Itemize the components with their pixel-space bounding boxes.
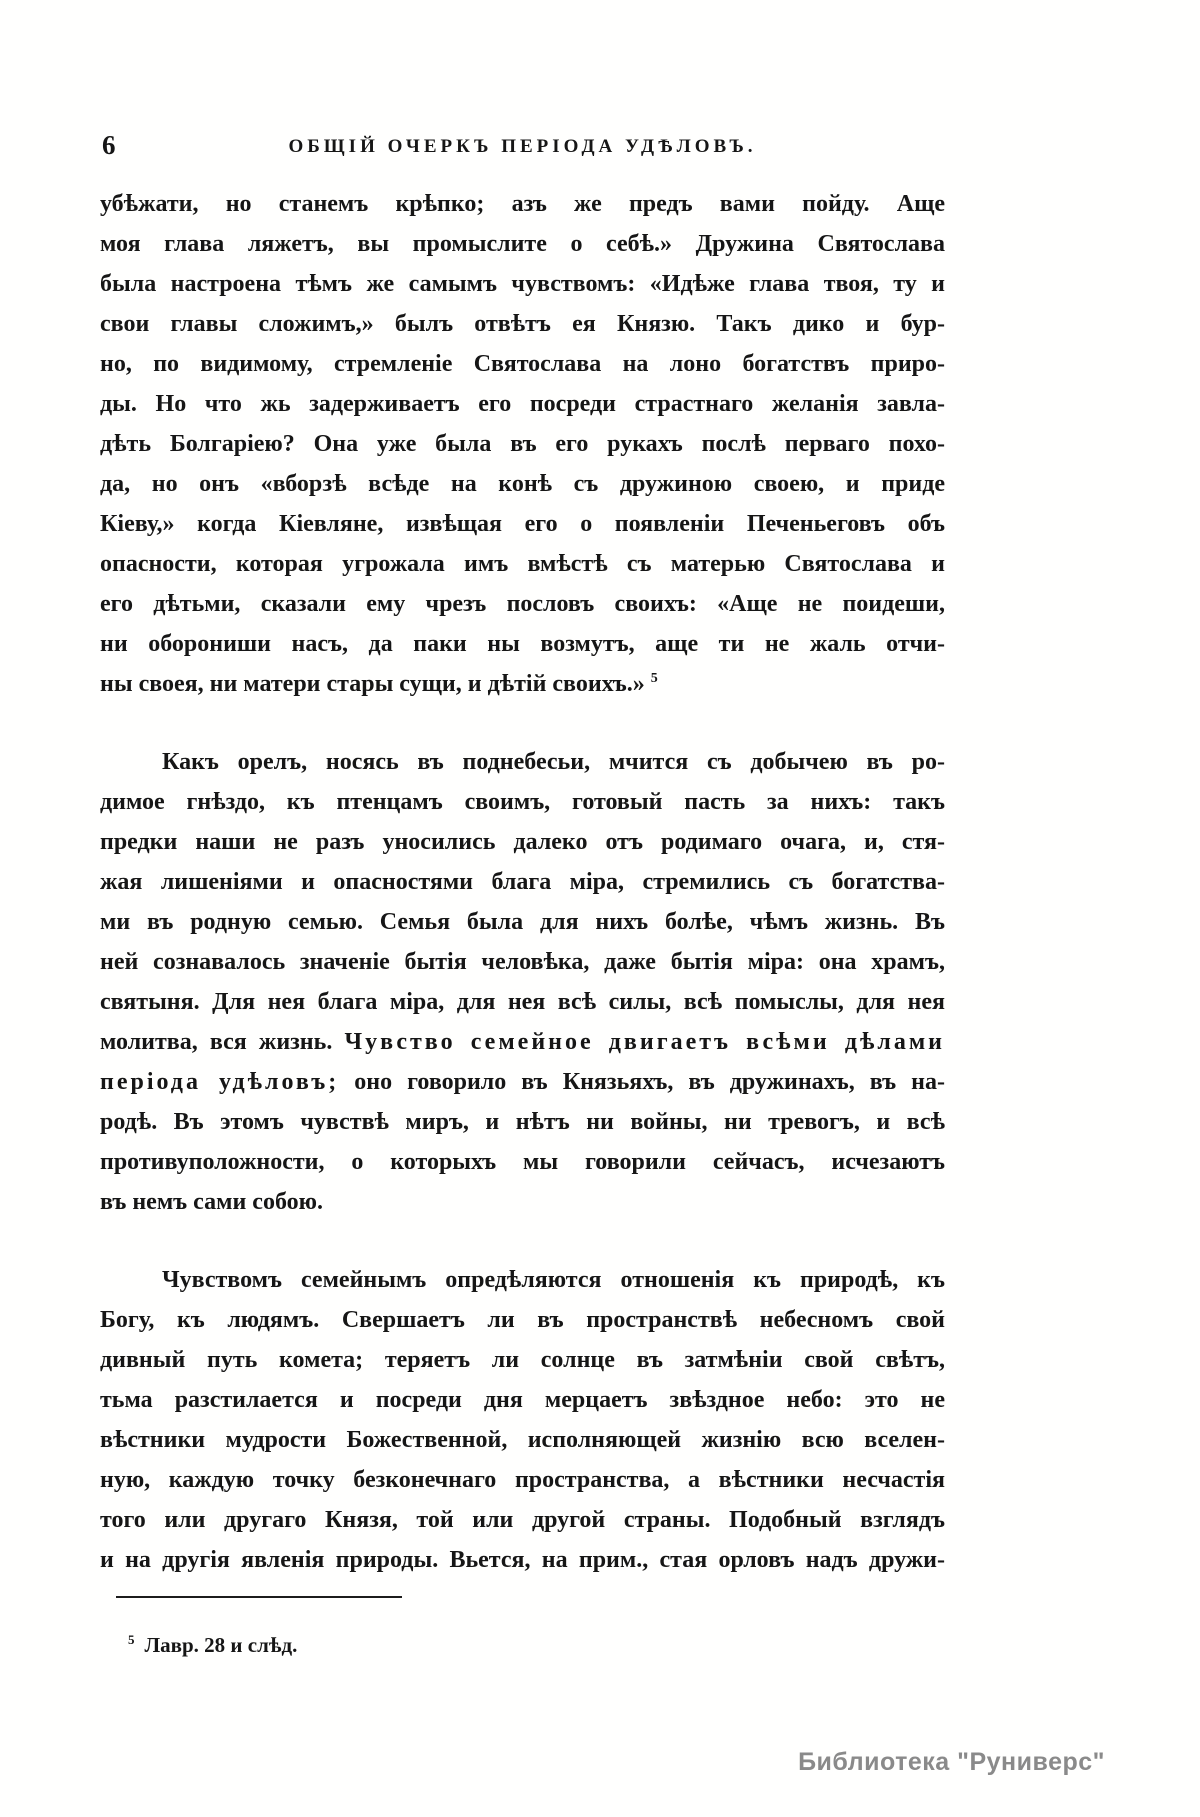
text-segment: дѣть Болгаріею? Она уже была въ его рукахъ послѣ перваго похо- (100, 431, 945, 457)
text-segment: опасности, которая угрожала имъ вмѣстѣ съ матерью Святослава и (100, 551, 945, 577)
text-line (100, 504, 945, 544)
page-header (100, 130, 945, 164)
text-segment: вѣстники мудрости Божественной, исполняющей жизнію всю вселен- (100, 1427, 945, 1453)
text-line (100, 1420, 945, 1460)
text-segment: ны своея, ни матери стары сущи, и дѣтій своихъ.» (100, 671, 651, 697)
text-line (100, 1102, 945, 1142)
text-line (100, 664, 945, 704)
text-line (100, 982, 945, 1022)
text-line (100, 544, 945, 584)
text-line (100, 1142, 945, 1182)
text-segment: святыня. Для нея блага міра, для нея всѣ силы, всѣ помыслы, для нея (100, 989, 945, 1015)
text-segment: убѣжати, но станемъ крѣпко; азъ же предъ вами пойду. Аще (100, 191, 945, 217)
paragraph (100, 1260, 945, 1580)
text-line (100, 742, 945, 782)
text-line (100, 264, 945, 304)
text-segment: свои главы сложимъ,» былъ отвѣтъ ея Князю. Такъ дико и бур- (100, 311, 945, 337)
text-segment: ную, каждую точку безконечнаго пространства, а вѣстники несчастія (100, 1467, 945, 1493)
text-line (100, 782, 945, 822)
text-line (100, 862, 945, 902)
text-line (100, 1460, 945, 1500)
text-segment: въ немъ сами собою. (100, 1189, 323, 1215)
text-line (100, 304, 945, 344)
text-segment: дивный путь комета; теряетъ ли солнце въ затмѣніи свой свѣтъ, (100, 1347, 945, 1373)
text-segment: молитва, вся жизнь. (100, 1029, 345, 1055)
text-line (100, 1022, 945, 1062)
text-segment: Какъ орелъ, носясь въ поднебесьи, мчится съ добычею въ ро- (162, 749, 945, 775)
text-segment: и на другія явленія природы. Вьется, на прим., стая орловъ надъ дружи- (100, 1547, 945, 1573)
text-line (100, 902, 945, 942)
text-segment: ды. Но что жь задерживаетъ его посреди страстнаго желанія завла- (100, 391, 945, 417)
page-number: 6 (102, 130, 116, 160)
text-line (100, 1300, 945, 1340)
text-segment: Кіеву,» когда Кіевляне, извѣщая его о появленіи Печеньеговъ объ (100, 511, 945, 537)
library-watermark: Библиотека "Руниверс" (798, 1748, 1105, 1776)
text-segment: Чувствомъ семейнымъ опредѣляются отношенія къ природѣ, къ (162, 1267, 945, 1293)
footnote-divider (116, 1596, 402, 1598)
paragraph (100, 742, 945, 1222)
text-line (100, 1260, 945, 1300)
footnote-reference: 5 (650, 671, 658, 686)
text-line (100, 1380, 945, 1420)
text-segment: была настроена тѣмъ же самымъ чувствомъ: «Идѣже глава твоя, ту и (100, 271, 945, 297)
text-line (100, 1500, 945, 1540)
paragraph (100, 184, 945, 704)
text-segment: противуположности, о которыхъ мы говорили сейчасъ, исчезаютъ (100, 1149, 945, 1175)
text-segment: ни оборониши насъ, да паки ны возмутъ, аще ти не жаль отчи- (100, 631, 945, 657)
text-line (100, 584, 945, 624)
text-segment: родѣ. Въ этомъ чувствѣ миръ, и нѣтъ ни войны, ни тревогъ, и всѣ (100, 1109, 945, 1135)
text-segment: Чувство семейное двигаетъ всѣми дѣлами (344, 1029, 945, 1055)
text-line (100, 464, 945, 504)
text-segment: его дѣтьми, сказали ему чрезъ пословъ своихъ: «Аще не поидеши, (100, 591, 945, 617)
text-line (100, 624, 945, 664)
text-line (100, 942, 945, 982)
body-text (100, 184, 945, 1580)
footnote (128, 1632, 297, 1658)
text-segment: оно говорило въ Князьяхъ, въ дружинахъ, въ на- (339, 1069, 945, 1095)
text-line (100, 1340, 945, 1380)
footnote-text: Лавр. 28 и слѣд. (144, 1633, 298, 1657)
text-segment: димое гнѣздо, къ птенцамъ своимъ, готовый пасть за нихъ: такъ (100, 789, 945, 815)
text-segment: того или другаго Князя, той или другой страны. Подобный взглядъ (100, 1507, 945, 1533)
text-line (100, 424, 945, 464)
text-segment: ми въ родную семью. Семья была для нихъ болѣе, чѣмъ жизнь. Въ (100, 909, 945, 935)
text-segment: тьма разстилается и посреди дня мерцаетъ звѣздное небо: это не (100, 1387, 945, 1413)
text-segment: періода удѣловъ; (100, 1069, 340, 1095)
footnote-marker: 5 (128, 1632, 135, 1647)
text-segment: Богу, къ людямъ. Свершаетъ ли въ пространствѣ небесномъ свой (100, 1307, 945, 1333)
text-segment: но, по видимому, стремленіе Святослава на лоно богатствъ приро- (100, 351, 945, 377)
text-segment: предки наши не разъ уносились далеко отъ родимаго очага, и, стя- (100, 829, 945, 855)
text-line (100, 1062, 945, 1102)
text-segment: да, но онъ «вборзѣ всѣде на конѣ съ дружиною своею, и приде (100, 471, 945, 497)
text-line (100, 1540, 945, 1580)
text-segment: жая лишеніями и опасностями блага міра, стремились съ богатства- (100, 869, 945, 895)
text-line (100, 224, 945, 264)
text-line (100, 384, 945, 424)
text-segment: моя глава ляжетъ, вы промыслите о себѣ.» Дружина Святослава (100, 231, 945, 257)
text-line (100, 1182, 945, 1222)
text-line (100, 822, 945, 862)
running-title: ОБЩІЙ ОЧЕРКЪ ПЕРІОДА УДѢЛОВЪ. (288, 136, 757, 157)
text-line (100, 344, 945, 384)
text-line (100, 184, 945, 224)
text-segment: ней сознавалось значеніе бытія человѣка, даже бытія міра: она храмъ, (100, 949, 945, 975)
